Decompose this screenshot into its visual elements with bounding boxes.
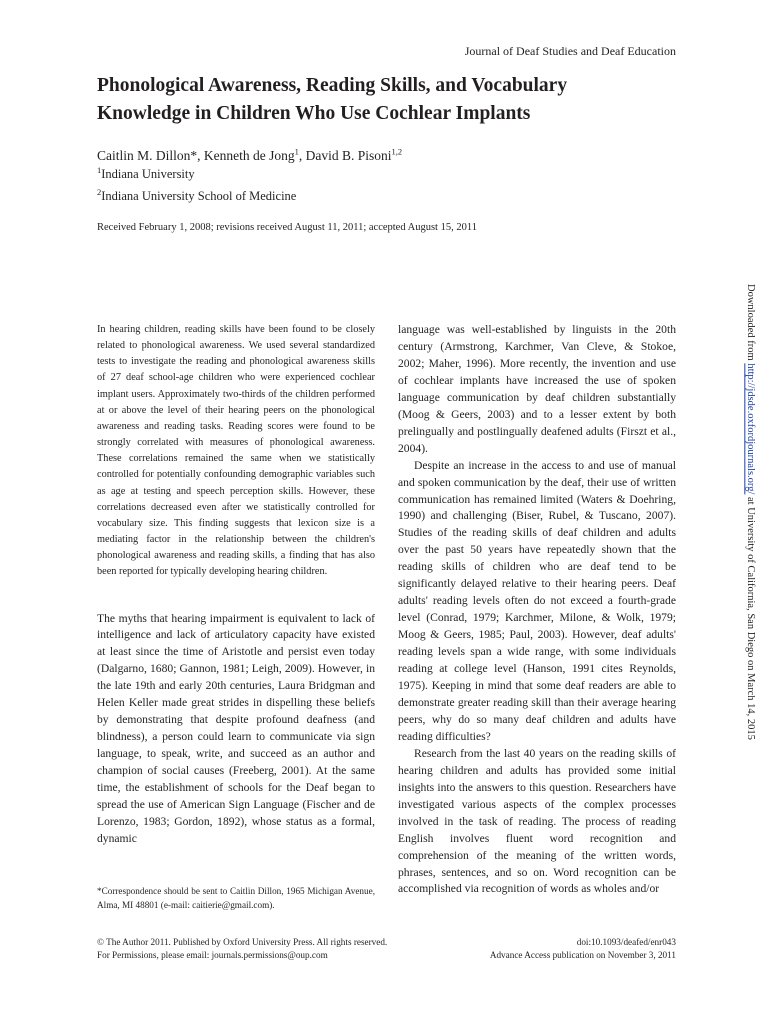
journal-site-link[interactable]: http://jdsde.oxfordjournals.org/ (745, 363, 756, 495)
affiliation-1 (97, 164, 195, 182)
affiliation-2 (97, 186, 297, 204)
author-3-affiliation-mark: 1,2 (391, 146, 403, 157)
journal-name: Journal of Deaf Studies and Deaf Education (464, 44, 676, 58)
author-1: Caitlin M. Dillon*, (97, 148, 204, 163)
download-suffix: at University of California, San Diego on March 14, 2015 (745, 494, 756, 740)
author-2-affiliation-mark: 1 (294, 146, 299, 157)
download-prefix: Downloaded from (745, 284, 756, 364)
intro-paragraph-2: language was well-established by linguists in the 20th century (Armstrong, Karchmer, Van Cleve, & Stokoe, 2002; Maher, 1996). More recently, the invention and use of cochlear implants have increased the use of spoken language communication by deaf children substantially (Moog & Geers, 2003) and to a lesser extent by both prelingually and postlingually deafened adults (Firszt et al., 2004). (398, 323, 676, 455)
author-2: Kenneth de Jong (203, 148, 295, 163)
author-3: David B. Pisoni (305, 148, 392, 163)
author-list (97, 148, 402, 164)
correspondence-note: *Correspondence should be sent to Caitlin Dillon, 1965 Michigan Avenue, Alma, MI 48801 (e-mail: caitierie@gmail.com). (97, 886, 375, 910)
permissions-line: For Permissions, please email: journals.permissions@oup.com (97, 950, 328, 960)
advance-access-line: Advance Access publication on November 3, 2011 (489, 950, 676, 960)
received-dates: Received February 1, 2008; revisions received August 11, 2011; accepted August 15, 2011 (97, 222, 477, 233)
article-title: Phonological Awareness, Reading Skills, and Vocabulary Knowledge in Children Who Use Cochlear Implants (97, 75, 568, 124)
affiliation-1-name: Indiana University (101, 167, 195, 181)
left-column (97, 322, 375, 848)
intro-paragraph-1: The myths that hearing impairment is equivalent to lack of intelligence and lack of articulatory capacity have existed at least since the time of Aristotle and persist even today (Dalgarno, 1680; Gannon, 1981; Leigh, 2009). However, in the late 19th and early 20th centuries, Laura Bridgman and Helen Keller made great strides in dispelling these beliefs by demonstrating that despite profound deafness (and blindness), a person could learn to communicate via sign language, to speak, write, and succeed as an author and champion of social causes (Freeberg, 2001). At the same time, the establishment of schools for the Deaf began to spread the use of American Sign Language (Fischer and de Lorenzo, 1983; Gordon, 1892), whose status as a formal, dynamic (97, 611, 375, 845)
copyright-line: © The Author 2011. Published by Oxford University Press. All rights reserved. (97, 937, 388, 947)
intro-paragraph-3: Despite an increase in the access to and use of manual and spoken communication by the deaf, their use of written communication has remained limited (Waters & Doehring, 1990) and challenging (Biser, Rubel, & Tuscano, 2007). Studies of the reading skills of deaf children and adults over the past 50 years have repeatedly shown that the reading skills of children who are deaf tend to be significantly delayed relative to their hearing peers. Deaf adults' reading levels often do not exceed a fourth-grade level (Conrad, 1979; Karchmer, Milone, & Wolk, 1979; Moog & Geers, 1985; Paul, 2003). However, deaf adults' reading levels span a wide range, with some individuals reading at college level (Hanson, 1991 cites Reynolds, 1975). Keeping in mind that some deaf readers are able to demonstrate greater reading skill than their average hearing peers, why do so many deaf children and adults have reading difficulties? (398, 458, 676, 743)
affiliation-2-name: Indiana University School of Medicine (101, 189, 297, 203)
download-watermark (742, 284, 758, 744)
copyright-footer (97, 936, 387, 962)
doi-line: doi:10.1093/deafed/enr043 (576, 937, 676, 947)
doi-footer (490, 936, 676, 962)
intro-paragraph-4: Research from the last 40 years on the reading skills of hearing children and adults has provided some initial insights into the answers to this question. Researchers have investigated various aspects of the complex processes involved in the task of reading. The process of reading English involves fluent word recognition and comprehension of the meaning of the written words, phrases, sentences, and so on. Word recognition can be accomplished via recognition of words as wholes and/or (398, 746, 676, 896)
affiliation-2-number: 2 (97, 186, 102, 197)
author-separator: , (298, 148, 306, 163)
abstract: In hearing children, reading skills have been found to be closely related to phonological awareness. We used several standardized tests to investigate the reading and phonological awareness skills of 27 deaf school-age children who were experienced cochlear implant users. Approximately two-thirds of the children performed at or above the level of their hearing peers on the phonological awareness and reading tasks. Reading scores were found to be strongly correlated with measures of phonological awareness. These correlations remained the same when we statistically controlled for potentially confounding demographic variables such as age at testing and speech perception skills. However, these correlations decreased even after we statistically controlled for vocabulary size. This finding suggests that lexicon size is a mediating factor in the relationship between the children's phonological awareness and reading skills, a finding that has also been reported for typically developing hearing children. (97, 324, 375, 578)
right-column (398, 322, 676, 898)
affiliation-1-number: 1 (97, 164, 102, 175)
